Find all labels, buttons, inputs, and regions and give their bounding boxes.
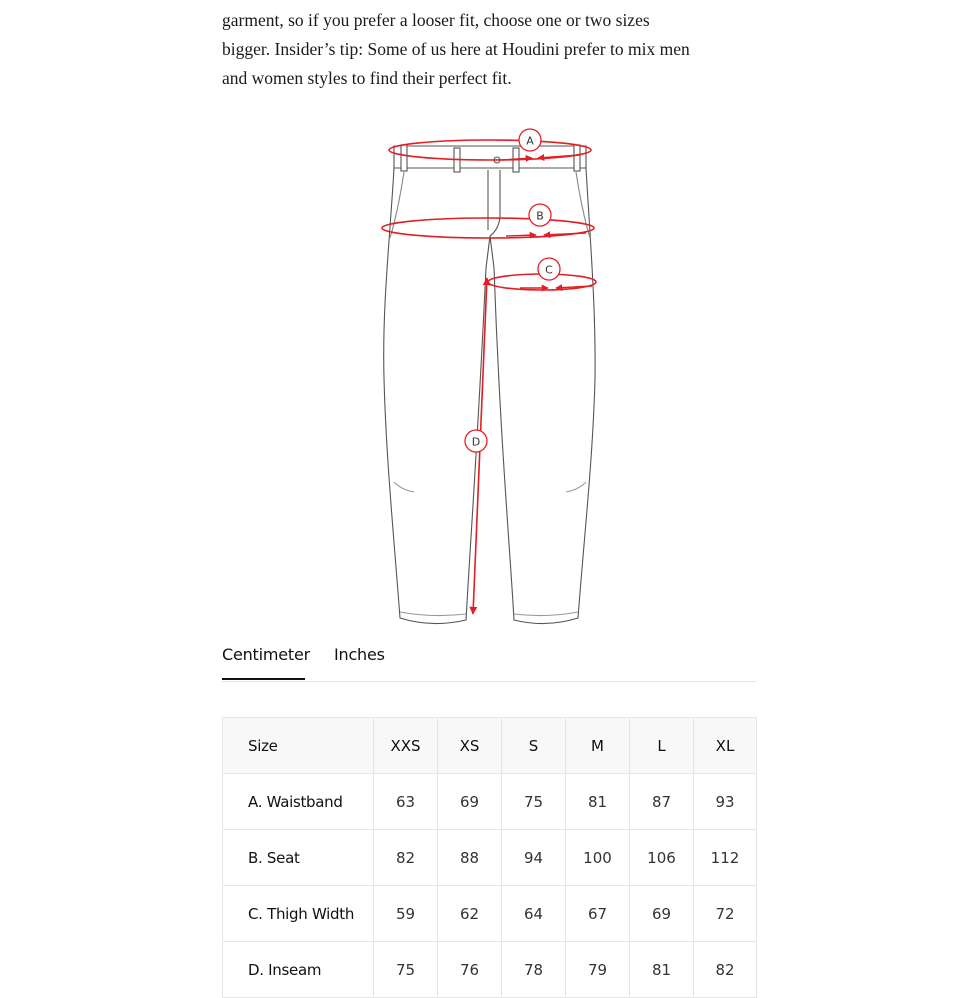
- table-row: [223, 830, 757, 886]
- table-cell: 82: [694, 942, 757, 998]
- tab-inches[interactable]: Inches: [334, 645, 385, 664]
- table-cell: 75: [374, 942, 438, 998]
- table-cell: 100: [566, 830, 630, 886]
- table-cell: 81: [566, 774, 630, 830]
- table-cell: 72: [694, 886, 757, 942]
- table-cell: 82: [374, 830, 438, 886]
- table-cell: 76: [438, 942, 502, 998]
- size-table: [222, 717, 757, 998]
- table-row: [223, 886, 757, 942]
- pants-measurement-diagram: [370, 118, 610, 638]
- table-cell: 62: [438, 886, 502, 942]
- size-column-header: M: [566, 718, 630, 774]
- row-label: A. Waistband: [223, 774, 374, 830]
- table-cell: 112: [694, 830, 757, 886]
- table-cell: 69: [438, 774, 502, 830]
- size-column-header: XXS: [374, 718, 438, 774]
- marker-d-label: D: [471, 435, 481, 449]
- table-cell: 88: [438, 830, 502, 886]
- table-cell: 67: [566, 886, 630, 942]
- table-cell: 79: [566, 942, 630, 998]
- table-cell: 63: [374, 774, 438, 830]
- table-row: [223, 774, 757, 830]
- pants-outline: [384, 145, 595, 624]
- table-row: [223, 942, 757, 998]
- table-cell: 64: [502, 886, 566, 942]
- row-label: B. Seat: [223, 830, 374, 886]
- table-cell: 78: [502, 942, 566, 998]
- marker-c-label: C: [545, 263, 553, 277]
- table-cell: 94: [502, 830, 566, 886]
- intro-line-1: garment, so if you prefer a looser fit, choose one or two sizes: [222, 10, 650, 30]
- intro-line-2: bigger. Insider’s tip: Some of us here at Houdini prefer to mix men: [222, 39, 690, 59]
- table-cell: 59: [374, 886, 438, 942]
- table-cell: 75: [502, 774, 566, 830]
- active-tab-indicator: [222, 678, 305, 680]
- marker-a-label: A: [526, 134, 534, 148]
- intro-line-3: and women styles to find their perfect fit.: [222, 68, 512, 88]
- size-header: Size: [223, 718, 374, 774]
- size-column-header: XS: [438, 718, 502, 774]
- table-cell: 87: [630, 774, 694, 830]
- size-column-header: S: [502, 718, 566, 774]
- table-cell: 69: [630, 886, 694, 942]
- table-header-row: [223, 718, 757, 774]
- tab-centimeter[interactable]: Centimeter: [222, 645, 311, 664]
- table-cell: 106: [630, 830, 694, 886]
- table-cell: 93: [694, 774, 757, 830]
- size-column-header: L: [630, 718, 694, 774]
- size-column-header: XL: [694, 718, 757, 774]
- marker-b-label: B: [536, 209, 544, 223]
- row-label: C. Thigh Width: [223, 886, 374, 942]
- table-cell: 81: [630, 942, 694, 998]
- unit-tabs: [222, 640, 756, 682]
- size-guide-intro: [222, 6, 762, 93]
- row-label: D. Inseam: [223, 942, 374, 998]
